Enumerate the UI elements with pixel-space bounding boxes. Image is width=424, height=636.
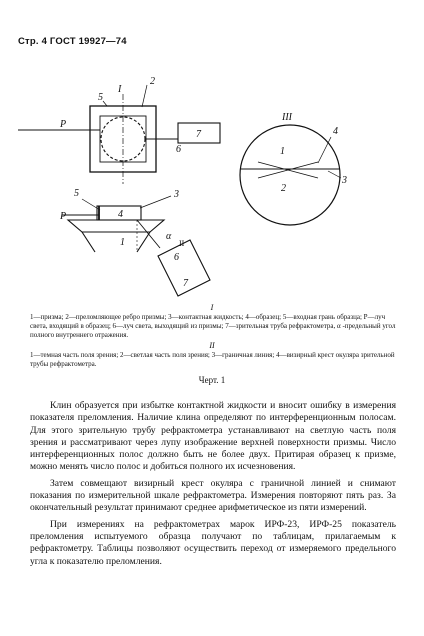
leader-3-side: [140, 196, 171, 208]
legend-title-i: I: [210, 303, 214, 312]
figure-caption: Черт. 1: [198, 375, 226, 385]
label-4-side: 4: [118, 209, 123, 220]
legend-title-ii: II: [209, 341, 215, 350]
leader-2-top: [142, 85, 147, 107]
label-3-side: 3: [174, 189, 179, 200]
paragraph-3: При измерениях на рефрактометрах марок ИРФ-23, ИРФ-25 показатель преломления испытуемого образца получают по таблицам, прилагаемым к рефрактометру. Таблицы позволяют осуществить переход от измеряемого предельного угла к показателю преломления.: [30, 518, 396, 567]
legend-text-ii: 1—темная часть поля зрения; 2—светлая часть поля зрения; 3—граничная линия; 4—визирный крест окуляра зрительной трубы рефрактометра.: [30, 351, 395, 368]
label-4-fov: 4: [333, 126, 338, 137]
paragraph-2: Затем совмещают визирный крест окуляра с граничной линией и снимают показания по измерительной шкале рефрактометра. Измерения повторяют пять раз. За окончательный результат принимают среднее арифметическое из пяти измерений.: [30, 477, 396, 514]
label-2-top: 2: [150, 76, 155, 87]
label-6-side: 6: [174, 252, 179, 263]
label-p-top: P: [60, 119, 67, 130]
body-text: [30, 400, 396, 572]
label-1-fov: 1: [280, 146, 285, 157]
page-header: Стр. 4 ГОСТ 19927—74: [18, 36, 127, 47]
prism-leg-left: [82, 232, 95, 252]
roman-label-2: II: [179, 239, 185, 248]
leader-3-right: [328, 171, 341, 178]
label-6-top: 6: [176, 144, 181, 155]
label-alpha: α: [166, 231, 172, 242]
label-1-side: 1: [120, 237, 125, 248]
label-5-top: 5: [98, 92, 103, 103]
paragraph-1: Клин образуется при избытке контактной жидкости и вносит ошибку в измерения показателя преломления. Наличие клина определяют по интерференционным полосам. Для этого зрительную трубу рефрактометра устанавливают на светлую часть поля зрения и рассматривают через лупу изображение верхней поверхности призмы. Число интерференционных полос должно быть не более двух. Притирая образец к призме, можно менять число полос и добиться полного их исчезновения.: [30, 400, 396, 473]
roman-label-1: I: [118, 84, 122, 95]
label-3-fov: 3: [342, 175, 347, 186]
prism-leg-right: [137, 232, 150, 252]
label-2-fov: 2: [281, 183, 286, 194]
legend-text-i: 1—призма; 2—преломляющее ребро призмы; 3—контактная жидкость; 4—образец; 5—входная грань образца; P—луч света, входящий в образец; 6—луч света, выходящий из призмы; 7—зрительная труба рефрактометра, α -предельный угол полного внутреннего отражения.: [30, 313, 396, 339]
ray-6-side: [137, 220, 160, 248]
leader-5-side: [82, 199, 100, 210]
roman-label-3: III: [282, 112, 292, 123]
label-7-top: 7: [196, 129, 201, 140]
label-7-side: 7: [183, 278, 188, 289]
label-5-side: 5: [74, 188, 79, 199]
field-of-view: [240, 125, 340, 225]
prism-side: [68, 220, 164, 232]
label-p-side: P: [60, 211, 67, 222]
leader-5-top: [103, 101, 107, 106]
leader-4: [318, 137, 331, 163]
